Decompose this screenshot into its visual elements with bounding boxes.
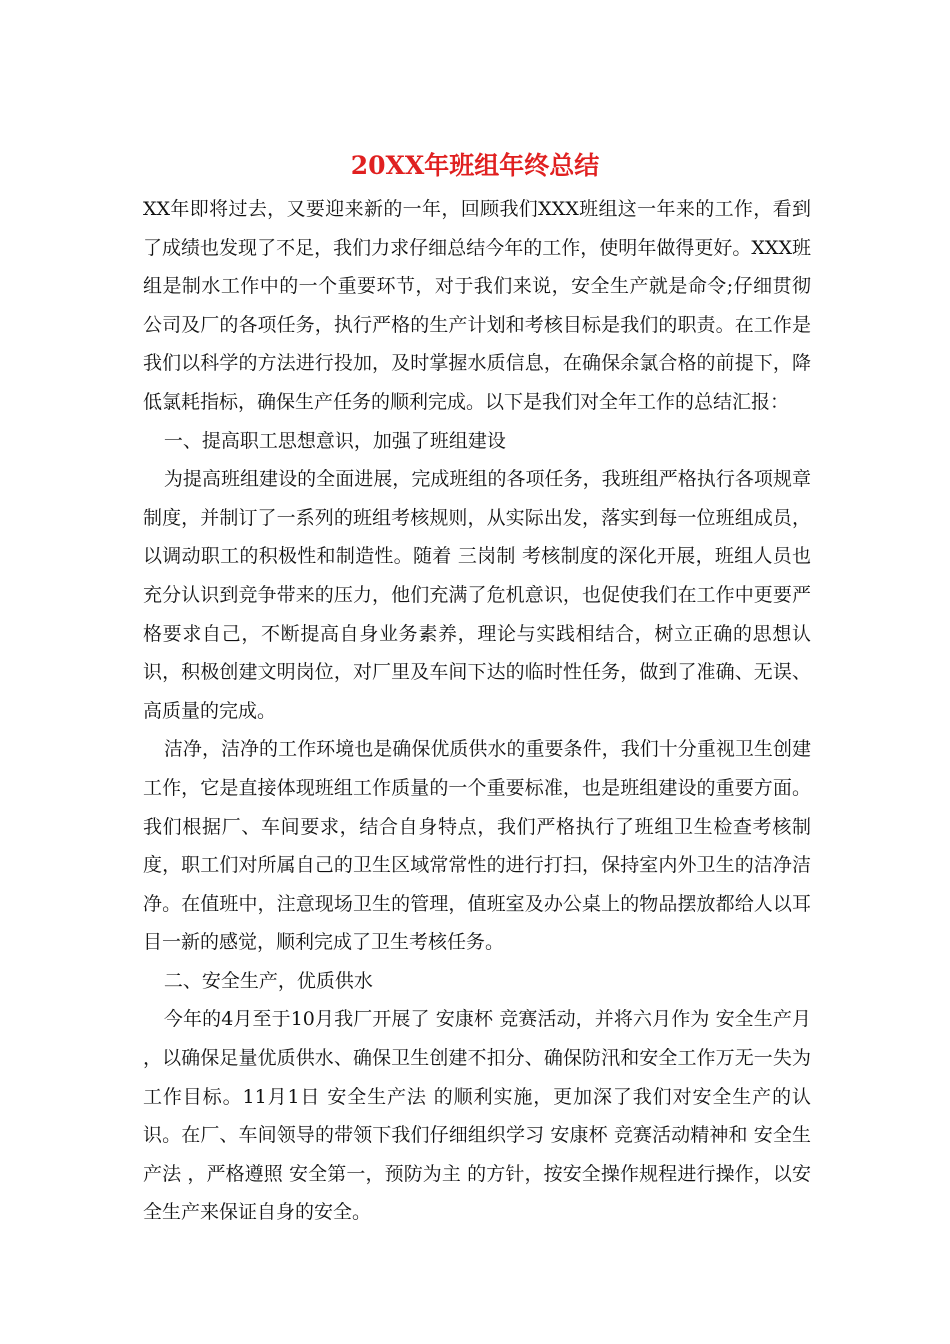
document-body: [143, 190, 811, 1232]
section-2-heading: 二、安全生产，优质供水: [163, 969, 373, 992]
section-2-paragraph-1: 今年的4月至于10月我厂开展了 安康杯 竞赛活动，并将六月作为 安全生产月 ，以确保足量优质供水、确保卫生创建不扣分、确保防汛和安全工作万无一失为工作目标。11月1日 安全生产法 的顺利实施，更加深了我们对安全生产的认识。在厂、车间领导的带领下我们仔细组织学习 安康杯 竞赛活动精神和 安全生产法 ，严格遵照 安全第一，预防为主 的方针，按安全操作规程进行操作，以安全生产来保证自身的安全。: [143, 1008, 811, 1224]
intro-paragraph: XX年即将过去，又要迎来新的一年，回顾我们XXX班组这一年来的工作，看到了成绩也发现了不足，我们力求仔细总结今年的工作，使明年做得更好。XXX班组是制水工作中的一个重要环节，对于我们来说，安全生产就是命令;仔细贯彻公司及厂的各项任务，执行严格的生产计划和考核目标是我们的职责。在工作是我们以科学的方法进行投加，及时掌握水质信息，在确保余氯合格的前提下，降低氯耗指标，确保生产任务的顺利完成。以下是我们对全年工作的总结汇报：: [143, 198, 811, 413]
section-1-paragraph-1: 为提高班组建设的全面进展，完成班组的各项任务，我班组严格执行各项规章制度，并制订了一系列的班组考核规则，从实际出发，落实到每一位班组成员，以调动职工的积极性和制造性。随着 三岗制 考核制度的深化开展，班组人员也充分认识到竞争带来的压力，他们充满了危机意识，也促使我们在工作中更要严格要求自己，不断提高自身业务素养，理论与实践相结合，树立正确的思想认识，积极创建文明岗位，对厂里及车间下达的临时性任务，做到了准确、无误、高质量的完成。: [143, 468, 811, 722]
document-title: 20XX年班组年终总结: [350, 151, 600, 180]
section-1-heading: 一、提高职工思想意识，加强了班组建设: [163, 429, 506, 452]
section-1-paragraph-2: 洁净，洁净的工作环境也是确保优质供水的重要条件，我们十分重视卫生创建工作，它是直接体现班组工作质量的一个重要标准，也是班组建设的重要方面。我们根据厂、车间要求，结合自身特点，我们严格执行了班组卫生检查考核制度，职工们对所属自己的卫生区域常常性的进行打扫，保持室内外卫生的洁净洁净。在值班中，注意现场卫生的管理，值班室及办公桌上的物品摆放都给人以耳目一新的感觉，顺利完成了卫生考核任务。: [143, 738, 811, 954]
